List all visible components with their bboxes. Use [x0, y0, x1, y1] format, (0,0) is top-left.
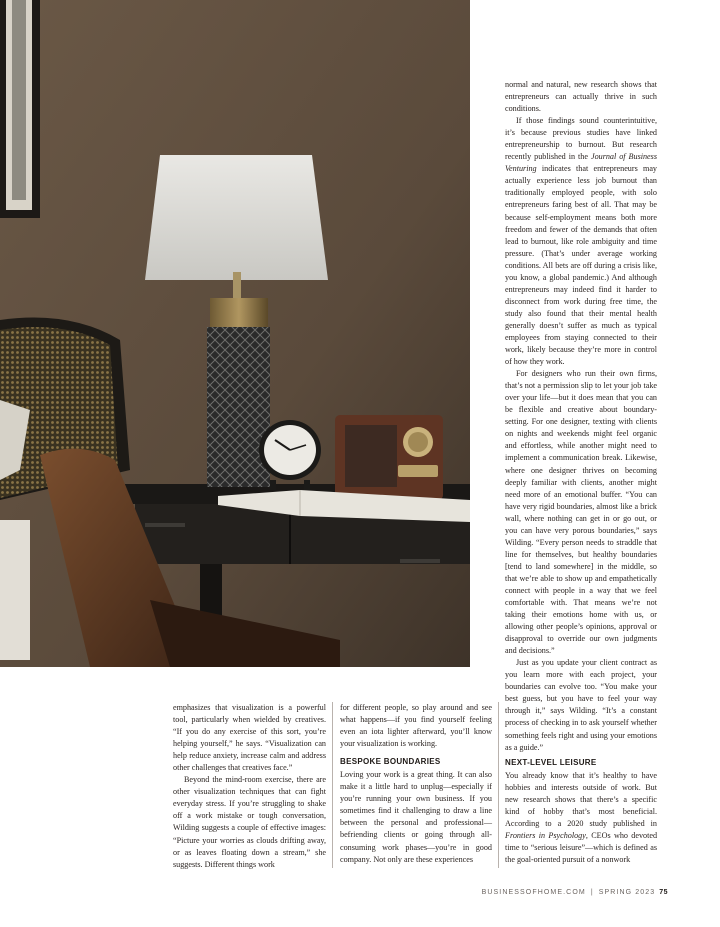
page-number: 75: [659, 889, 668, 896]
section-heading: BESPOKE BOUNDARIES: [340, 757, 441, 767]
footer-separator: |: [590, 889, 594, 896]
paragraph: For designers who run their own firms, that’s not a permission slip to let your job take over your life—but it does mean that you can be flexible and creative about boundary-setting. For one designer, texting with clients on nights and weekends might feel organic and effortless, while another might need to implement a communication break. Likewise, where one designer thrives on becoming deeply familiar with clients, another might need more of an emotional buffer. “You can have very rigid boundaries, almost like a brick wall, where nothing can get in or go out, or you can have very porous boundaries,” says Wilding. “Every person needs to straddle that line for themselves, but healthy boundaries [tend to land somewhere] in the middle, so that we’re able to show up and empathetically connect with people in a way that we feel comfortable with. That means we’re not taking their emotions home with us, or allowing other people’s opinions, approval or disapproval to override our own judgments and decisions.”: [505, 369, 657, 656]
text-run: , CEOs who devoted time to “serious leisure”—which is defined as the goal-oriented pursuit of a nonwork: [505, 831, 658, 865]
article-column-b: [340, 702, 492, 866]
interior-photo: [0, 0, 470, 667]
paragraph: [505, 115, 657, 368]
paragraph: Loving your work is a great thing. It can also make it a little hard to unplug—especially if you’re running your own business. If you sometimes find it challenging to draw a line between the personal and professional—befriending clients or going through all-consuming work phases—you’re in good company. Not only are these experiences: [340, 770, 492, 864]
article-column-a: [173, 702, 326, 871]
text-run: If those findings sound counterintuitive, it’s because previous studies have linked entrepreneurship to burnout. But research recently published in the: [505, 116, 657, 162]
paragraph: [505, 770, 657, 866]
journal-title: Journal of Business Venturing: [505, 152, 657, 174]
paragraph: Beyond the mind-room exercise, there are other visualization techniques that can fight everyday stress. If you’re struggling to shake off a work mistake or tough conversation, Wilding suggests a couple of effective images: “Picture your worries as clouds drifting away, or as leaves floating down a stream,” she suggests. Different things work: [173, 775, 326, 869]
paragraph: normal and natural, new research shows that entrepreneurs can actually thrive in such conditions.: [505, 80, 657, 114]
text-run: You already know that it’s healthy to have hobbies and interests outside of work. But new research shows that there’s a specific kind of hobby that’s most beneficial. According to a 2020 study published in: [505, 771, 657, 829]
section-heading: NEXT-LEVEL LEISURE: [505, 758, 597, 767]
paragraph: emphasizes that visualization is a powerful tool, particularly when wielded by creatives. “If you do any exercise of this sort, you’re helping yourself,” he says. “Visualization can help reduce anxiety, increase calm and address other challenges that creatives face.”: [173, 703, 326, 773]
issue-label: SPRING 2023: [598, 889, 656, 896]
column-divider: [498, 702, 499, 868]
page-footer: [482, 889, 668, 896]
paragraph: for different people, so play around and see what happens—if you find yourself feeling even an iota lighter afterward, you’ll know your visualization is working.: [340, 703, 492, 749]
column-divider: [332, 702, 333, 868]
text-run: indicates that entrepreneurs may actually experience less job burnout than traditionally employed people, with solo entrepreneurs faring best of all. That may be because self-employment means both more freedom and fewer of the demands that often lead to burnout, like role ambiguity and time pressure. (That’s under average working conditions. All bets are off during a crisis like, you know, a global pandemic.) And although entrepreneurs may indeed find it harder to disconnect from work during free time, the study also found that their mental health generally doesn’t suffer as much as typical employees from staying connected to their work, likely because they’re more in control of how they work.: [505, 164, 657, 367]
paragraph: Just as you update your client contract as you learn more with each project, your boundaries can evolve too. “You make your best guess, but you have to feel your way through it,” says Wilding. “It’s a constant process of checking in to ask yourself whether something feels right and using your emotions as a guide.”: [505, 658, 657, 752]
journal-title: Frontiers in Psychology: [505, 831, 586, 841]
article-column-c: [505, 757, 657, 866]
site-url: BUSINESSOFHOME.COM: [481, 889, 586, 896]
photo-illustration: [0, 0, 470, 667]
article-column-right: [505, 79, 657, 754]
